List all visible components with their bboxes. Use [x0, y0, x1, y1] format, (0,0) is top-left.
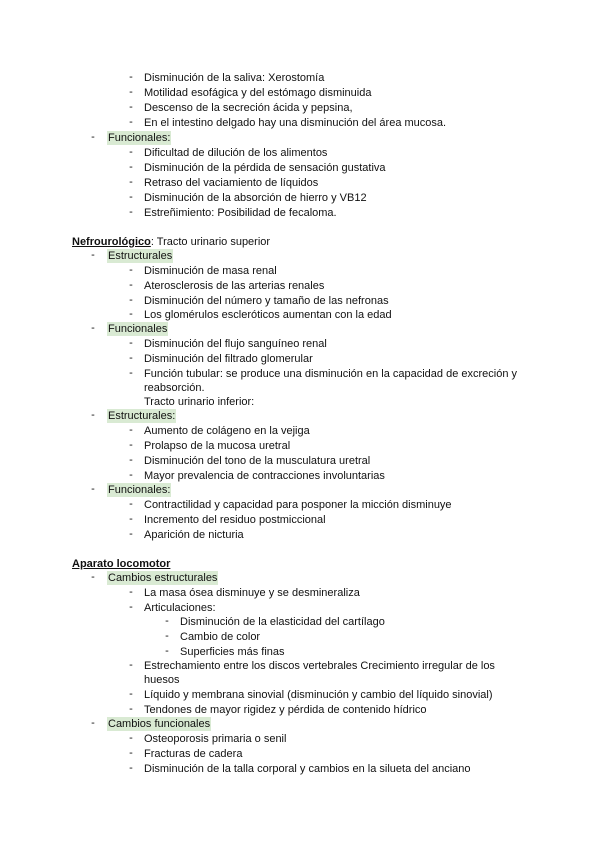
- bullet-dash: -: [129, 86, 133, 98]
- bullet-dash: -: [165, 630, 169, 642]
- bullet-dash: -: [129, 747, 133, 759]
- section-label-cambios-estructurales: Cambios estructurales: [108, 572, 218, 584]
- bullet-dash: -: [91, 717, 95, 729]
- bullet-dash: -: [129, 367, 133, 379]
- list-item: Fracturas de cadera: [144, 748, 243, 760]
- list-item: Líquido y membrana sinovial (disminución y cambio del líquido sinovial): [144, 689, 493, 701]
- bullet-dash: -: [129, 206, 133, 218]
- list-item: Tendones de mayor rigidez y pérdida de contenido hídrico: [144, 704, 427, 716]
- bullet-dash: -: [129, 176, 133, 188]
- list-item: Retraso del vaciamiento de líquidos: [144, 177, 319, 189]
- list-item: Disminución del flujo sanguíneo renal: [144, 338, 327, 350]
- list-item: Dificultad de dilución de los alimentos: [144, 147, 328, 159]
- section-label-cambios-funcionales: Cambios funcionales: [108, 718, 211, 730]
- list-item: Disminución de la saliva: Xerostomía: [144, 72, 325, 84]
- list-item: Disminución de la elasticidad del cartílago: [180, 616, 385, 628]
- bullet-dash: -: [129, 762, 133, 774]
- list-item: Disminución de la absorción de hierro y VB12: [144, 192, 367, 204]
- bullet-dash: -: [129, 264, 133, 276]
- bullet-dash: -: [129, 586, 133, 598]
- section-label-funcionales: Funcionales:: [108, 132, 171, 144]
- bullet-dash: -: [129, 308, 133, 320]
- section-heading-nefrourologico: [72, 235, 270, 249]
- list-item: Contractilidad y capacidad para posponer la micción disminuye: [144, 499, 452, 511]
- list-item: Aparición de nicturia: [144, 529, 244, 541]
- bullet-dash: -: [129, 71, 133, 83]
- list-item: Disminución del tono de la musculatura uretral: [144, 455, 371, 467]
- bullet-dash: -: [129, 469, 133, 481]
- bullet-dash: -: [129, 439, 133, 451]
- list-item: En el intestino delgado hay una disminución del área mucosa.: [144, 117, 447, 129]
- heading-text: Nefrourológico: [72, 236, 151, 248]
- list-item: Superficies más finas: [180, 646, 285, 658]
- bullet-dash: -: [129, 688, 133, 700]
- bullet-dash: -: [129, 352, 133, 364]
- list-item: Los glomérulos escleróticos aumentan con la edad: [144, 309, 392, 321]
- list-item: Mayor prevalencia de contracciones involuntarias: [144, 470, 385, 482]
- list-item: Aumento de colágeno en la vejiga: [144, 425, 310, 437]
- section-label-funcionales: Funcionales:: [108, 484, 171, 496]
- heading-subtitle: : Tracto urinario superior: [150, 236, 271, 248]
- list-item: La masa ósea disminuye y se desmineraliza: [144, 587, 360, 599]
- list-item: Aterosclerosis de las arterias renales: [144, 280, 325, 292]
- bullet-dash: -: [129, 424, 133, 436]
- list-item: Incremento del residuo postmiccional: [144, 514, 326, 526]
- list-item: Disminución de masa renal: [144, 265, 277, 277]
- bullet-dash: -: [129, 191, 133, 203]
- list-item: Prolapso de la mucosa uretral: [144, 440, 291, 452]
- bullet-dash: -: [129, 146, 133, 158]
- bullet-dash: -: [129, 279, 133, 291]
- bullet-dash: -: [129, 337, 133, 349]
- list-item: Estrechamiento entre los discos vertebrales Crecimiento irregular de los: [144, 660, 495, 672]
- bullet-dash: -: [91, 571, 95, 583]
- bullet-dash: -: [91, 483, 95, 495]
- section-heading-aparato-locomotor: Aparato locomotor: [72, 558, 171, 570]
- list-item: Disminución de la pérdida de sensación gustativa: [144, 162, 386, 174]
- bullet-dash: -: [165, 615, 169, 627]
- bullet-dash: -: [129, 528, 133, 540]
- bullet-dash: -: [129, 498, 133, 510]
- bullet-dash: -: [129, 601, 133, 613]
- bullet-dash: -: [91, 249, 95, 261]
- list-item: Disminución de la talla corporal y cambios en la silueta del anciano: [144, 763, 471, 775]
- bullet-dash: -: [129, 294, 133, 306]
- bullet-dash: -: [129, 513, 133, 525]
- bullet-dash: -: [129, 732, 133, 744]
- section-label-estructurales: Estructurales:: [108, 410, 176, 422]
- bullet-dash: -: [129, 101, 133, 113]
- list-item: Articulaciones:: [144, 602, 216, 614]
- bullet-dash: -: [91, 409, 95, 421]
- bullet-dash: -: [129, 659, 133, 671]
- list-item: Descenso de la secreción ácida y pepsina,: [144, 102, 353, 114]
- bullet-dash: -: [129, 161, 133, 173]
- section-label-estructurales: Estructurales: [108, 250, 173, 262]
- list-item: Disminución del número y tamaño de las nefronas: [144, 295, 389, 307]
- bullet-dash: -: [129, 454, 133, 466]
- bullet-dash: -: [129, 703, 133, 715]
- list-item: Función tubular: se produce una disminución en la capacidad de excreción y: [144, 368, 518, 380]
- list-item: Disminución del filtrado glomerular: [144, 353, 313, 365]
- bullet-dash: -: [129, 116, 133, 128]
- list-item: Osteoporosis primaria o senil: [144, 733, 287, 745]
- list-item: Motilidad esofágica y del estómago disminuida: [144, 87, 372, 99]
- list-item-continuation: huesos: [144, 674, 180, 686]
- subsection-title-lower-tract: Tracto urinario inferior:: [144, 396, 255, 408]
- bullet-dash: -: [91, 131, 95, 143]
- list-item-continuation: reabsorción.: [144, 382, 205, 394]
- bullet-dash: -: [91, 322, 95, 334]
- section-label-funcionales: Funcionales: [108, 323, 168, 335]
- list-item: Cambio de color: [180, 631, 261, 643]
- list-item: Estreñimiento: Posibilidad de fecaloma.: [144, 207, 337, 219]
- bullet-dash: -: [165, 645, 169, 657]
